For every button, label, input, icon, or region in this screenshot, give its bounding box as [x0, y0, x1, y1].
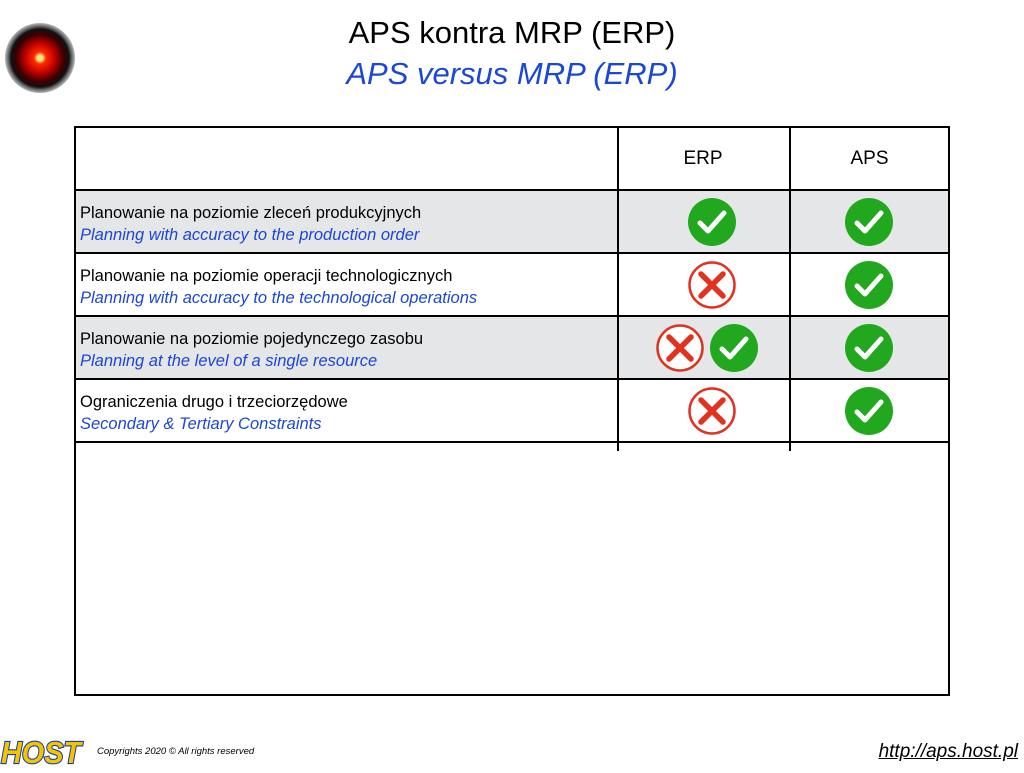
check-icon [844, 197, 894, 247]
copyright-text: Copyrights 2020 © All rights reserved [97, 746, 255, 757]
page-title: APS kontra MRP (ERP) [348, 15, 676, 50]
row-label [80, 265, 477, 309]
row-label-english: Planning with accuracy to the production order [80, 226, 420, 244]
row-label-polish: Ograniczenia drugo i trzeciorzędowe [80, 393, 348, 411]
row-label-polish: Planowanie na poziomie operacji technologicznych [80, 267, 453, 285]
row-label-english: Planning at the level of a single resource [80, 352, 378, 370]
svg-text:HOST: HOST [1, 735, 84, 768]
row-label [80, 202, 421, 246]
cross-icon [687, 386, 737, 436]
check-icon [709, 323, 759, 373]
table-row [76, 254, 948, 317]
column-header-erp: ERP [683, 148, 723, 169]
column-header-aps: APS [850, 148, 889, 169]
row-label-english: Secondary & Tertiary Constraints [80, 415, 322, 433]
row-label [80, 328, 423, 372]
check-icon [844, 260, 894, 310]
row-label-polish: Planowanie na poziomie zleceń produkcyjnych [80, 204, 422, 222]
check-icon [687, 197, 737, 247]
row-label [80, 391, 348, 435]
table-header-row [76, 128, 948, 191]
cross-icon [655, 323, 705, 373]
website-link[interactable]: http://aps.host.pl [878, 741, 1018, 762]
table-row [76, 317, 948, 380]
content-mask [76, 451, 948, 694]
host-logo [0, 733, 84, 768]
table-row [76, 380, 948, 443]
row-label-polish: Planowanie na poziomie pojedynczego zasobu [80, 330, 424, 348]
table-row [76, 191, 948, 254]
check-icon [844, 323, 894, 373]
page-subtitle: APS versus MRP (ERP) [346, 56, 678, 91]
cross-icon [687, 260, 737, 310]
row-label-english: Planning with accuracy to the technological operations [80, 289, 478, 307]
check-icon [844, 386, 894, 436]
